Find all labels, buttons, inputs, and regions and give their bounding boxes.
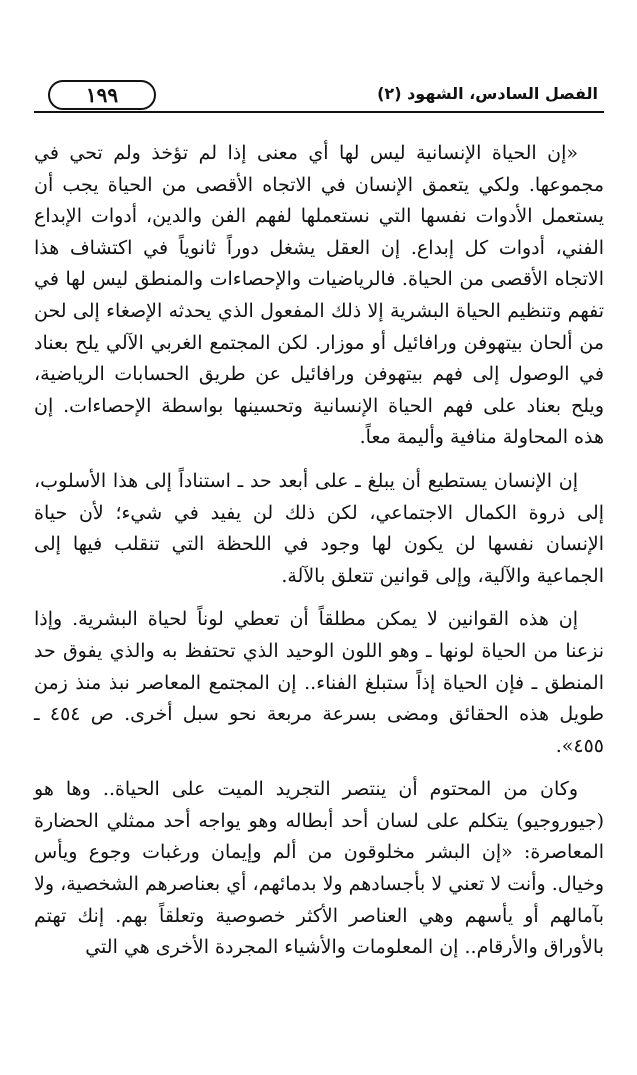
header-rule — [34, 111, 604, 113]
page-number: ١٩٩ — [48, 80, 156, 110]
running-header — [34, 80, 604, 116]
body-text — [34, 138, 604, 964]
paragraph-1: «إن الحياة الإنسانية ليس لها أي معنى إذا لم تؤخذ ولم تحي في مجموعها. ولكي يتعمق الإنسان في الاتجاه الأقصى من الحياة يجب أن يستعمل الأدوات نفسها التي نستعملها لفهم الفن والدين، أدوات الإبداع الفني، أدوات كل إبداع. إن العقل يشغل دوراً ثانوياً في اكتشاف هذا الاتجاه الأقصى من الحياة. فالرياضيات والإحصاءات والمنطق ليس لها في تفهم وتنظيم الحياة البشرية إلا ذلك المفعول الذي يحدثه الإصغاء إلى لحن من ألحان بيتهوفن ورافائيل أو موزار. لكن المجتمع الغربي الآلي يلح بعناد في الوصول إلى فهم بيتهوفن ورافائيل عن طريق الحسابات الرياضية، ويلح بعناد على فهم الحياة الإنسانية وتحسينها بواسطة الإحصاءات. إن هذه المحاولة منافية وأليمة معاً. — [34, 142, 604, 449]
paragraph-4: وكان من المحتوم أن ينتصر التجريد الميت على الحياة.. وها هو (جيوروجيو) يتكلم على لسان أحد أبطاله وهو يواجه أحد ممثلي الحضارة المعاصرة: «إن البشر مخلوقون من ألم وإيمان ورغبات وجوع ويأس وخيال. وأنت لا تعني لا بأجسادهم ولا بدمائهم، أي بعناصرهم الشخصية، ولا بآمالهم أو يأسهم وهي العناصر الأكثر خصوصية وتعلقاً بهم. إنك تهتم بالأوراق والأرقام.. إن المعلومات والأشياء المجردة الأخرى هي التي — [34, 778, 604, 959]
chapter-title: الفصل السادس، الشهود (٢) — [377, 84, 598, 103]
paragraph-3: إن هذه القوانين لا يمكن مطلقاً أن تعطي لوناً لحياة البشرية. وإذا نزعنا من الحياة لونها ـ وهو اللون الوحيد الذي تحتفظ به والذي يفوق حد المنطق ـ فإن الحياة إذاً ستبلغ الفناء.. إن المجتمع المعاصر نبذ منذ زمن طويل هذه الحقائق ومضى بسرعة مربعة نحو سبل أخرى. ص ٤٥٤ ـ ٤٥٥». — [34, 608, 604, 757]
paragraph-2: إن الإنسان يستطيع أن يبلغ ـ على أبعد حد ـ استناداً إلى هذا الأسلوب، إلى ذروة الكمال الاجتماعي، لكن ذلك لن يفيد في شيء؛ لأن حياة الإنسان نفسها لن يكون لها وجود في اللحظة التي تنقلب فيها إلى الجماعية والآلية، وإلى قوانين تتعلق بالآلة. — [34, 469, 604, 587]
